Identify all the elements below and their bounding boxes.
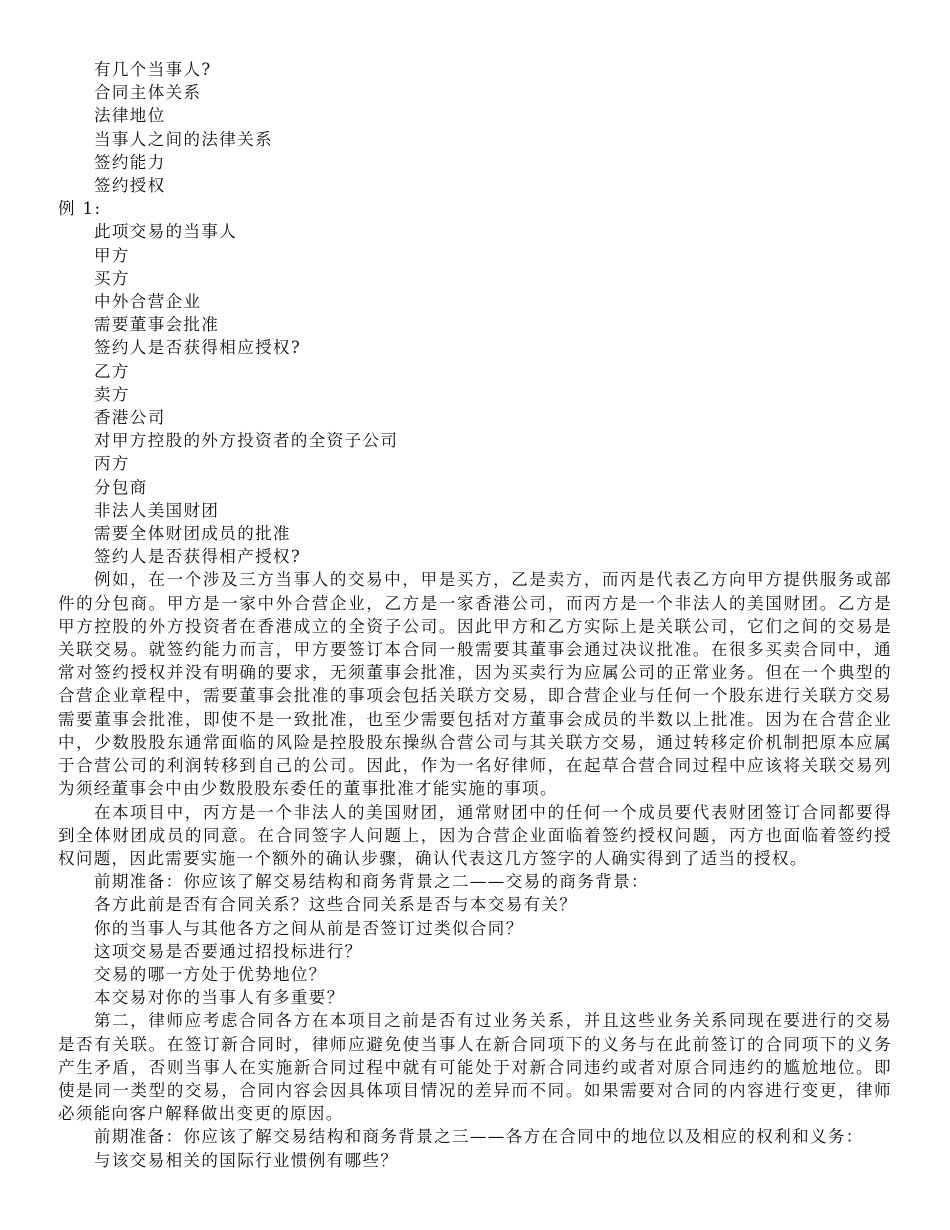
text-line: 需要全体财团成员的批准 (94, 524, 291, 544)
text-line: 签约能力 (94, 152, 166, 172)
text-line: 中外合营企业 (94, 292, 202, 312)
text-line: 合同主体关系 (94, 83, 202, 103)
text-line: 签约人是否获得相应授权? (94, 338, 302, 358)
body-paragraph: 第二，律师应考虑合同各方在本项目之前是否有过业务关系，并且这些业务关系同现在要进行的交易是否有关联。在签订新合同时，律师应避免使当事人在新合同项下的义务与在此前签订的合同项下的义务产生矛盾，否则当事人在实施新合同过程中就有可能处于对新合同违约或者对原合同违约的尴尬地位。即使是同一类型的交易，合同内容会因具体项目情况的差异而不同。如果需要对合同的内容进行变更，律师必须能向客户解释做出变更的原因。 (58, 1011, 892, 1124)
body-paragraph: 例如，在一个涉及三方当事人的交易中，甲是买方，乙是卖方，而丙是代表乙方向甲方提供服务或部件的分包商。甲方是一家中外合营企业，乙方是一家香港公司，而丙方是一个非法人的美国财团。乙方是甲方控股的外方投资者在香港成立的全资子公司。因此甲方和乙方实际上是关联公司，它们之间的交易是关联交易。就签约能力而言，甲方要签订本合同一般需要其董事会通过决议批准。在很多买卖合同中，通常对签约授权并没有明确的要求，无须董事会批准，因为买卖行为应属公司的正常业务。但在一个典型的合营企业章程中，需要董事会批准的事项会包括关联方交易，即合营企业与任何一个股东进行关联方交易需要董事会批准，即使不是一致批准，也至少需要包括对方董事会成员的半数以上批准。因为在合营企业中，少数股股东通常面临的风险是控股股东操纵合营公司与其关联方交易，通过转移定价机制把原本应属于合营公司的利润转移到自己的公司。因此，作为一名好律师，在起草合营合同过程中应该将关联交易列为须经董事会中由少数股股东委任的董事批准才能实施的事项。 (58, 570, 892, 799)
text-line: 乙方 (94, 361, 130, 381)
body-paragraph: 在本项目中，丙方是一个非法人的美国财团，通常财团中的任何一个成员要代表财团签订合同都要得到全体财团成员的同意。在合同签字人问题上，因为合营企业面临着签约授权问题，丙方也面临着签约授权问题，因此需要实施一个额外的确认步骤，确认代表这几方签字的人确实得到了适当的授权。 (58, 802, 892, 868)
text-line: 签约人是否获得相产授权? (94, 547, 302, 567)
text-line: 法律地位 (94, 106, 166, 126)
text-line: 本交易对你的当事人有多重要？ (94, 988, 345, 1008)
text-line: 买方 (94, 268, 130, 288)
text-line: 此项交易的当事人 (94, 222, 238, 242)
text-line: 非法人美国财团 (94, 500, 220, 520)
text-line: 甲方 (94, 245, 130, 265)
text-line: 前期准备：你应该了解交易结构和商务背景之三——各方在合同中的地位以及相应的权利和义务： (94, 1127, 864, 1147)
text-line: 各方此前是否有合同关系？这些合同关系是否与本交易有关？ (94, 895, 578, 915)
text-line: 丙方 (94, 454, 130, 474)
text-line: 卖方 (94, 384, 130, 404)
text-line: 有几个当事人? (94, 60, 212, 79)
text-line: 需要董事会批准 (94, 315, 220, 335)
example-label: 例 1: (58, 199, 102, 219)
text-line: 当事人之间的法律关系 (94, 129, 273, 149)
text-line: 你的当事人与其他各方之间从前是否签订过类似合同？ (94, 918, 524, 938)
text-line: 前期准备：你应该了解交易结构和商务背景之二——交易的商务背景： (94, 872, 649, 892)
text-line: 分包商 (94, 477, 148, 497)
text-line: 这项交易是否要通过招投标进行？ (94, 941, 363, 961)
text-line: 交易的哪一方处于优势地位？ (94, 964, 327, 984)
text-line: 对甲方控股的外方投资者的全资子公司 (94, 431, 399, 451)
text-line: 签约授权 (94, 176, 166, 196)
text-line: 与该交易相关的国际行业惯例有哪些？ (94, 1150, 399, 1170)
text-line: 香港公司 (94, 408, 166, 428)
